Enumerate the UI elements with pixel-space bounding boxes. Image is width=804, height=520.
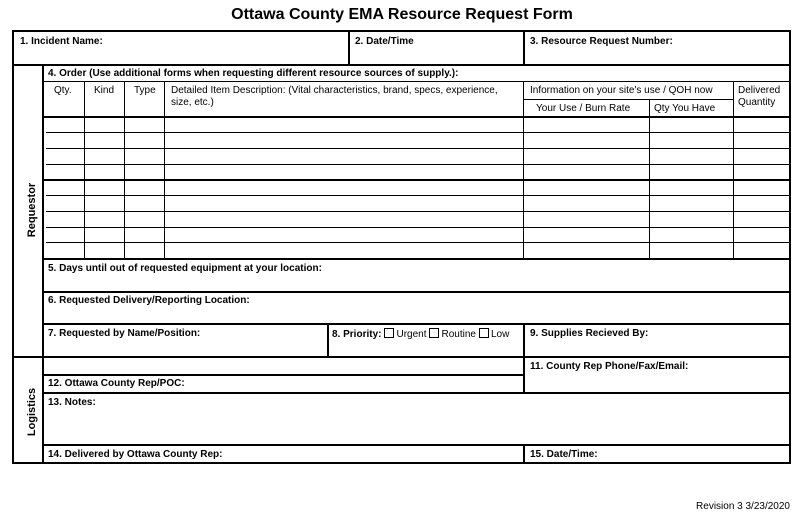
col-qty: Qty. [54,85,72,96]
routine-checkbox[interactable] [429,328,439,338]
county-rep-poc-label: 12. Ottawa County Rep/POC: [48,378,185,389]
date-time-label: 2. Date/Time [355,36,414,47]
supplies-received-label: 9. Supplies Recieved By: [530,328,649,339]
col-use-rate: Your Use / Burn Rate [536,103,631,114]
routine-label: Routine [441,329,476,340]
county-rep-contact-label: 11. County Rep Phone/Fax/Email: [530,361,689,372]
days-until-out-label: 5. Days until out of requested equipment at your location: [48,263,322,274]
col-site-info: Information on your site's use / QOH now [530,85,713,96]
urgent-label: Urgent [396,329,427,340]
requested-by-label: 7. Requested by Name/Position: [48,328,201,339]
col-kind: Kind [94,85,115,96]
col-type: Type [134,85,156,96]
order-label: 4. Order (Use additional forms when requesting different resource sources of supply.): [48,68,459,79]
revision-note: Revision 3 3/23/2020 [696,501,790,512]
low-checkbox[interactable] [479,328,489,338]
col-description: Detailed Item Description: (Vital characteristics, brand, specs, experience, size, etc.) [171,85,498,108]
date-time-final-label: 15. Date/Time: [530,449,598,460]
resource-request-form [12,30,791,464]
priority-label: 8. Priority: [332,329,382,340]
col-delivered: Delivered Quantity [738,85,781,108]
request-number-label: 3. Resource Request Number: [530,36,673,47]
notes-label: 13. Notes: [48,397,96,408]
low-label: Low [490,329,510,340]
delivered-by-label: 14. Delivered by Ottawa County Rep: [48,449,223,460]
requestor-section-label: Requestor [26,182,38,238]
col-qty-have: Qty You Have [654,103,716,114]
urgent-checkbox[interactable] [384,328,394,338]
delivery-location-label: 6. Requested Delivery/Reporting Location: [48,295,250,306]
priority-group [332,328,509,340]
incident-name-label: 1. Incident Name: [20,36,103,47]
form-title: Ottawa County EMA Resource Request Form [231,6,573,23]
logistics-section-label: Logistics [26,387,38,437]
